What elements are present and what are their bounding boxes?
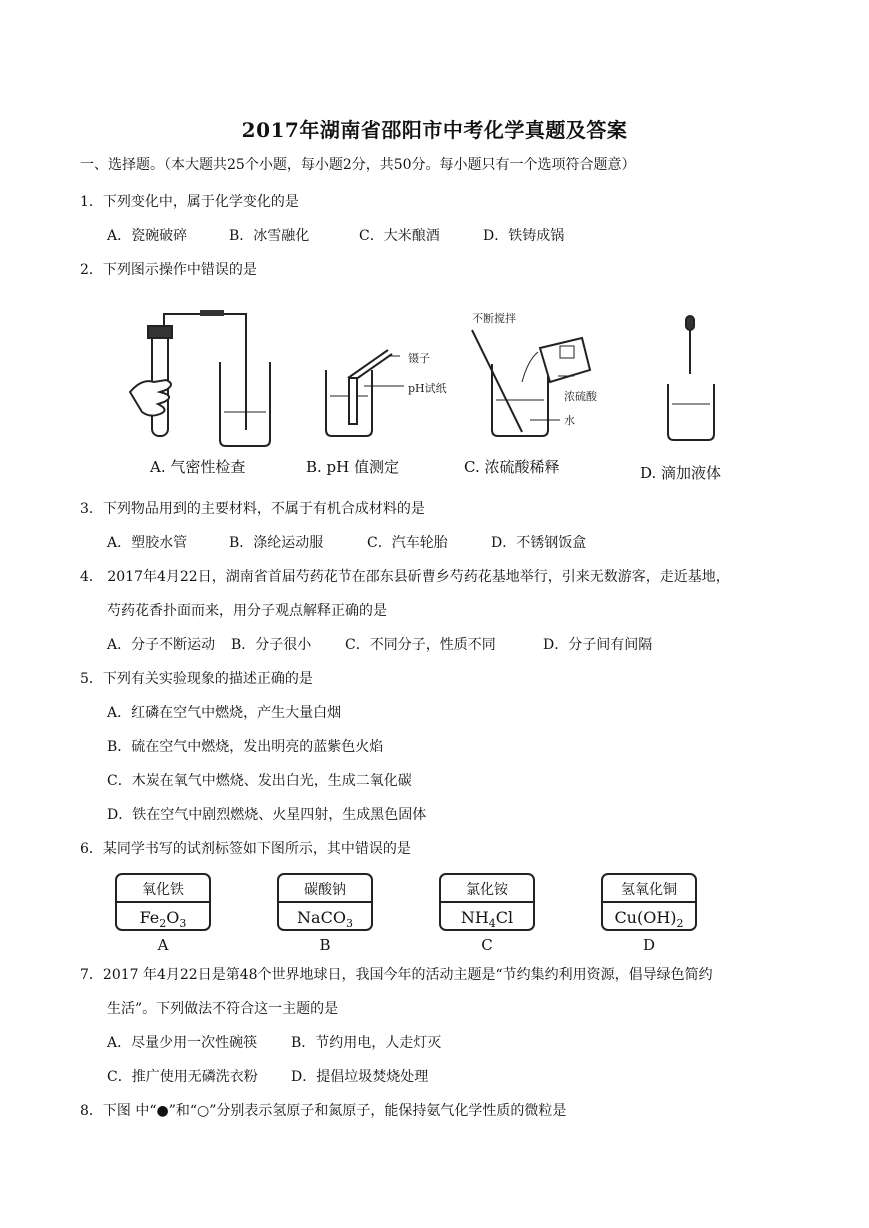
q1-option-c: C．大米酿酒 bbox=[359, 228, 440, 244]
q7-option-a: A．尽量少用一次性碗筷 bbox=[107, 1035, 258, 1051]
q4-option-c: C．不同分子，性质不同 bbox=[345, 637, 496, 653]
label-acid: 浓硫酸 bbox=[564, 390, 597, 403]
question-4-stem-line1: 4． 2017年4月22日，湖南省首届芍药花节在邵东县斫曹乡芍药花基地举行，引来无数游客，走近基地， bbox=[80, 569, 730, 585]
q3-option-a: A．塑胶水管 bbox=[107, 535, 188, 551]
label-d-formula: $Cu(OH)_2$ bbox=[614, 908, 684, 930]
q1-option-b: B．冰雪融化 bbox=[229, 228, 310, 244]
fig-caption-c: C. 浓硫酸稀释 bbox=[464, 458, 560, 476]
question-1-stem: 1．下列变化中，属于化学变化的是 bbox=[80, 194, 299, 210]
label-a-name: 氧化铁 bbox=[142, 882, 184, 898]
fig-caption-b: B. pH 值测定 bbox=[306, 458, 400, 476]
tweezers bbox=[348, 350, 388, 378]
section-heading: 一、选择题。（本大题共25个小题，每小题2分，共50分。每小题只有一个选项符合题意） bbox=[80, 157, 636, 173]
label-stir: 不断搅拌 bbox=[472, 312, 516, 325]
q1-option-a: A．瓷碗破碎 bbox=[107, 228, 188, 244]
q4-option-a: A．分子不断运动 bbox=[107, 637, 216, 653]
question-7-options-row2 bbox=[107, 1067, 428, 1087]
label-tweezers: 镊子 bbox=[408, 352, 430, 365]
label-b-name: 碳酸钠 bbox=[304, 882, 346, 898]
question-6-stem: 6．某同学书写的试剂标签如下图所示，其中错误的是 bbox=[80, 841, 411, 857]
label-a-letter: A bbox=[157, 936, 169, 954]
question-7-stem-line2: 生活”。下列做法不符合这一主题的是 bbox=[107, 1001, 339, 1017]
q4-option-b: B．分子很小 bbox=[231, 637, 312, 653]
question-5-stem: 5．下列有关实验现象的描述正确的是 bbox=[80, 671, 313, 687]
q7-option-c: C．推广使用无磷洗衣粉 bbox=[107, 1069, 258, 1085]
q7-option-d: D．提倡垃圾焚烧处理 bbox=[291, 1069, 429, 1085]
question-3-options bbox=[107, 533, 586, 553]
label-c-name: 氯化铵 bbox=[466, 882, 508, 898]
fig-caption-a: A. 气密性检查 bbox=[150, 458, 246, 476]
q4-option-d: D．分子间有间隔 bbox=[543, 637, 653, 653]
page-title: 2017年湖南省邵阳市中考化学真题及答案 bbox=[241, 118, 628, 142]
label-d-letter: D bbox=[642, 936, 656, 954]
fig-caption-d: D. 滴加液体 bbox=[640, 464, 722, 482]
q3-option-c: C．汽车轮胎 bbox=[367, 535, 448, 551]
delivery-tube bbox=[164, 314, 246, 430]
label-b-letter: B bbox=[319, 936, 331, 954]
q6-reagent-labels bbox=[110, 870, 710, 956]
glass-rod bbox=[472, 330, 522, 432]
question-3-stem: 3．下列物品用到的主要材料，不属于有机合成材料的是 bbox=[80, 501, 425, 517]
question-4-stem-line2: 芍药花香扑面而来，用分子观点解释正确的是 bbox=[107, 603, 387, 619]
dropper-bulb bbox=[686, 316, 694, 330]
label-d-name: 氢氧化铜 bbox=[621, 882, 677, 898]
q5-option-c: C．木炭在氧气中燃烧、发出白光，生成二氧化碳 bbox=[107, 773, 412, 789]
question-1-options bbox=[107, 226, 564, 246]
beaker-d bbox=[668, 384, 714, 440]
label-ph-paper: pH试纸 bbox=[408, 382, 447, 395]
label-a-formula: $Fe_2O_3$ bbox=[139, 908, 187, 930]
ph-paper bbox=[349, 378, 357, 424]
q3-option-d: D．不锈钢饭盒 bbox=[491, 535, 587, 551]
question-2-stem: 2．下列图示操作中错误的是 bbox=[80, 262, 257, 278]
question-8-stem: 8．下图 中“●”和“○”分别表示氢原子和氮原子，能保持氨气化学性质的微粒是 bbox=[80, 1103, 567, 1119]
q5-option-d: D．铁在空气中剧烈燃烧、火星四射，生成黑色固体 bbox=[107, 807, 427, 823]
q1-option-d: D．铁铸成锅 bbox=[483, 228, 565, 244]
question-7-stem-line1: 7．2017 年4月22日是第48个世界地球日，我国今年的活动主题是“节约集约利用资源，倡导绿色简约 bbox=[80, 967, 713, 983]
question-7-options-row1 bbox=[107, 1033, 441, 1053]
question-4-options bbox=[107, 635, 652, 655]
acid-bottle bbox=[540, 338, 590, 382]
hand bbox=[130, 380, 171, 416]
label-water: 水 bbox=[564, 414, 575, 427]
q7-option-b: B．节约用电，人走灯灭 bbox=[291, 1035, 442, 1051]
label-c-letter: C bbox=[481, 936, 493, 954]
q5-option-a: A．红磷在空气中燃烧，产生大量白烟 bbox=[107, 705, 342, 721]
label-b-formula: NaCO$_3$ bbox=[297, 908, 353, 930]
label-c-formula: $NH_4Cl$ bbox=[460, 908, 514, 930]
q5-option-b: B．硫在空气中燃烧，发出明亮的蓝紫色火焰 bbox=[107, 739, 384, 755]
stopper bbox=[148, 326, 172, 338]
q3-option-b: B．涤纶运动服 bbox=[229, 535, 324, 551]
q2-figure bbox=[120, 300, 780, 490]
